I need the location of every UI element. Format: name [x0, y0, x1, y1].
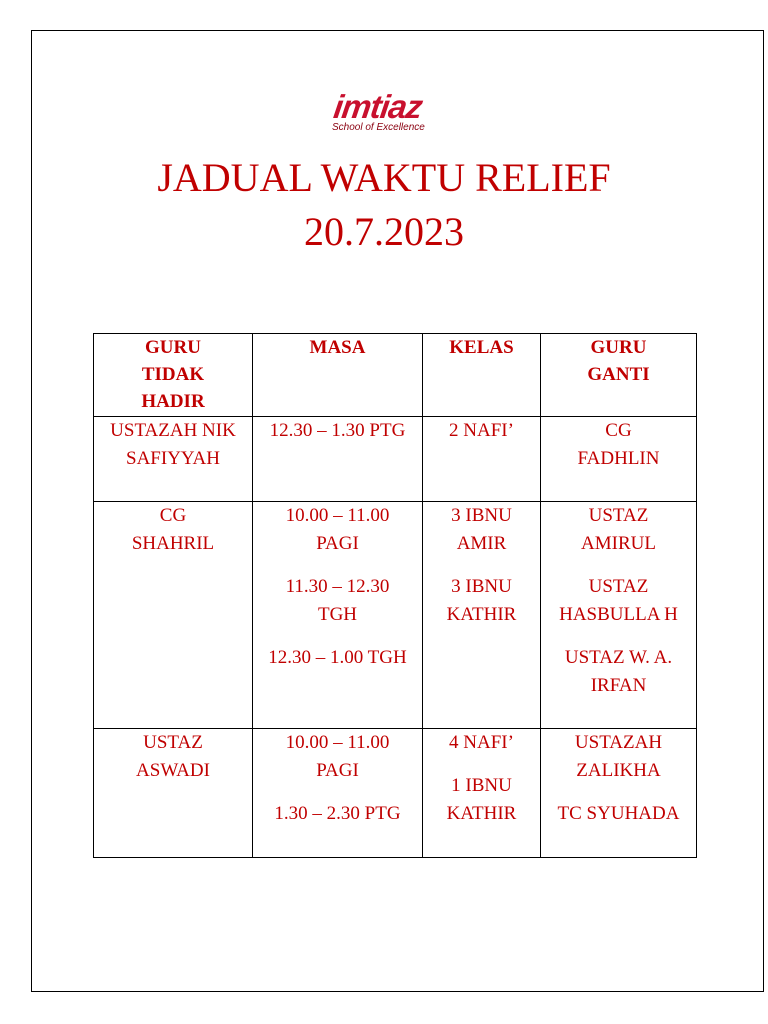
- table-header-row: [94, 334, 697, 417]
- time-slot: 12.30 – 1.00 TGH: [268, 647, 407, 668]
- time-slot: 10.00 – 11.00 PAGI: [285, 732, 390, 781]
- absent-teacher-cell: [94, 729, 253, 858]
- absent-teacher: USTAZAH NIK SAFIYYAH: [110, 420, 236, 469]
- substitute-teacher: USTAZ HASBULLA H: [559, 576, 678, 625]
- absent-teacher: USTAZ ASWADI: [136, 732, 210, 781]
- substitute-teacher: TC SYUHADA: [557, 803, 680, 824]
- absent-teacher: CG SHAHRIL: [131, 505, 215, 554]
- class-name: 1 IBNU KATHIR: [446, 775, 517, 824]
- time-slot: 1.30 – 2.30 PTG: [274, 803, 401, 824]
- substitute-teacher: USTAZ W. A. IRFAN: [564, 647, 673, 696]
- substitute-teacher: USTAZAH ZALIKHA: [574, 732, 663, 781]
- absent-teacher-cell: [94, 417, 253, 502]
- header-time: MASA: [253, 334, 423, 417]
- substitute-teacher: USTAZ AMIRUL: [581, 505, 656, 554]
- time-cell: [253, 417, 423, 502]
- logo-tagline: School of Excellence: [332, 122, 425, 133]
- time-cell: [253, 729, 423, 858]
- header-absent-teacher: GURU TIDAK HADIR: [94, 334, 253, 417]
- header-class: KELAS: [423, 334, 541, 417]
- substitute-cell: [541, 417, 697, 502]
- time-cell: [253, 502, 423, 729]
- relief-table: [93, 333, 697, 858]
- table-row: [94, 502, 697, 729]
- school-logo: [330, 88, 440, 136]
- class-cell: [423, 502, 541, 729]
- class-cell: [423, 729, 541, 858]
- time-slot: 10.00 – 11.00 PAGI: [285, 505, 390, 554]
- absent-teacher-cell: [94, 502, 253, 729]
- class-name: 3 IBNU AMIR: [451, 505, 512, 554]
- substitute-cell: [541, 729, 697, 858]
- header-substitute-teacher: GURU GANTI: [541, 334, 697, 417]
- substitute-cell: [541, 502, 697, 729]
- time-slot: 11.30 – 12.30 TGH: [285, 576, 390, 625]
- class-name: 2 NAFI’: [449, 420, 514, 441]
- table-row: [94, 729, 697, 858]
- page-date: 20.7.2023: [304, 209, 464, 254]
- page-title: JADUAL WAKTU RELIEF: [157, 155, 611, 200]
- logo-word: imtiaz: [331, 88, 425, 125]
- class-cell: [423, 417, 541, 502]
- table-row: [94, 417, 697, 502]
- class-name: 4 NAFI’: [449, 732, 514, 753]
- substitute-teacher: CG FADHLIN: [577, 420, 660, 469]
- time-slot: 12.30 – 1.30 PTG: [269, 420, 406, 441]
- class-name: 3 IBNU KATHIR: [446, 576, 517, 625]
